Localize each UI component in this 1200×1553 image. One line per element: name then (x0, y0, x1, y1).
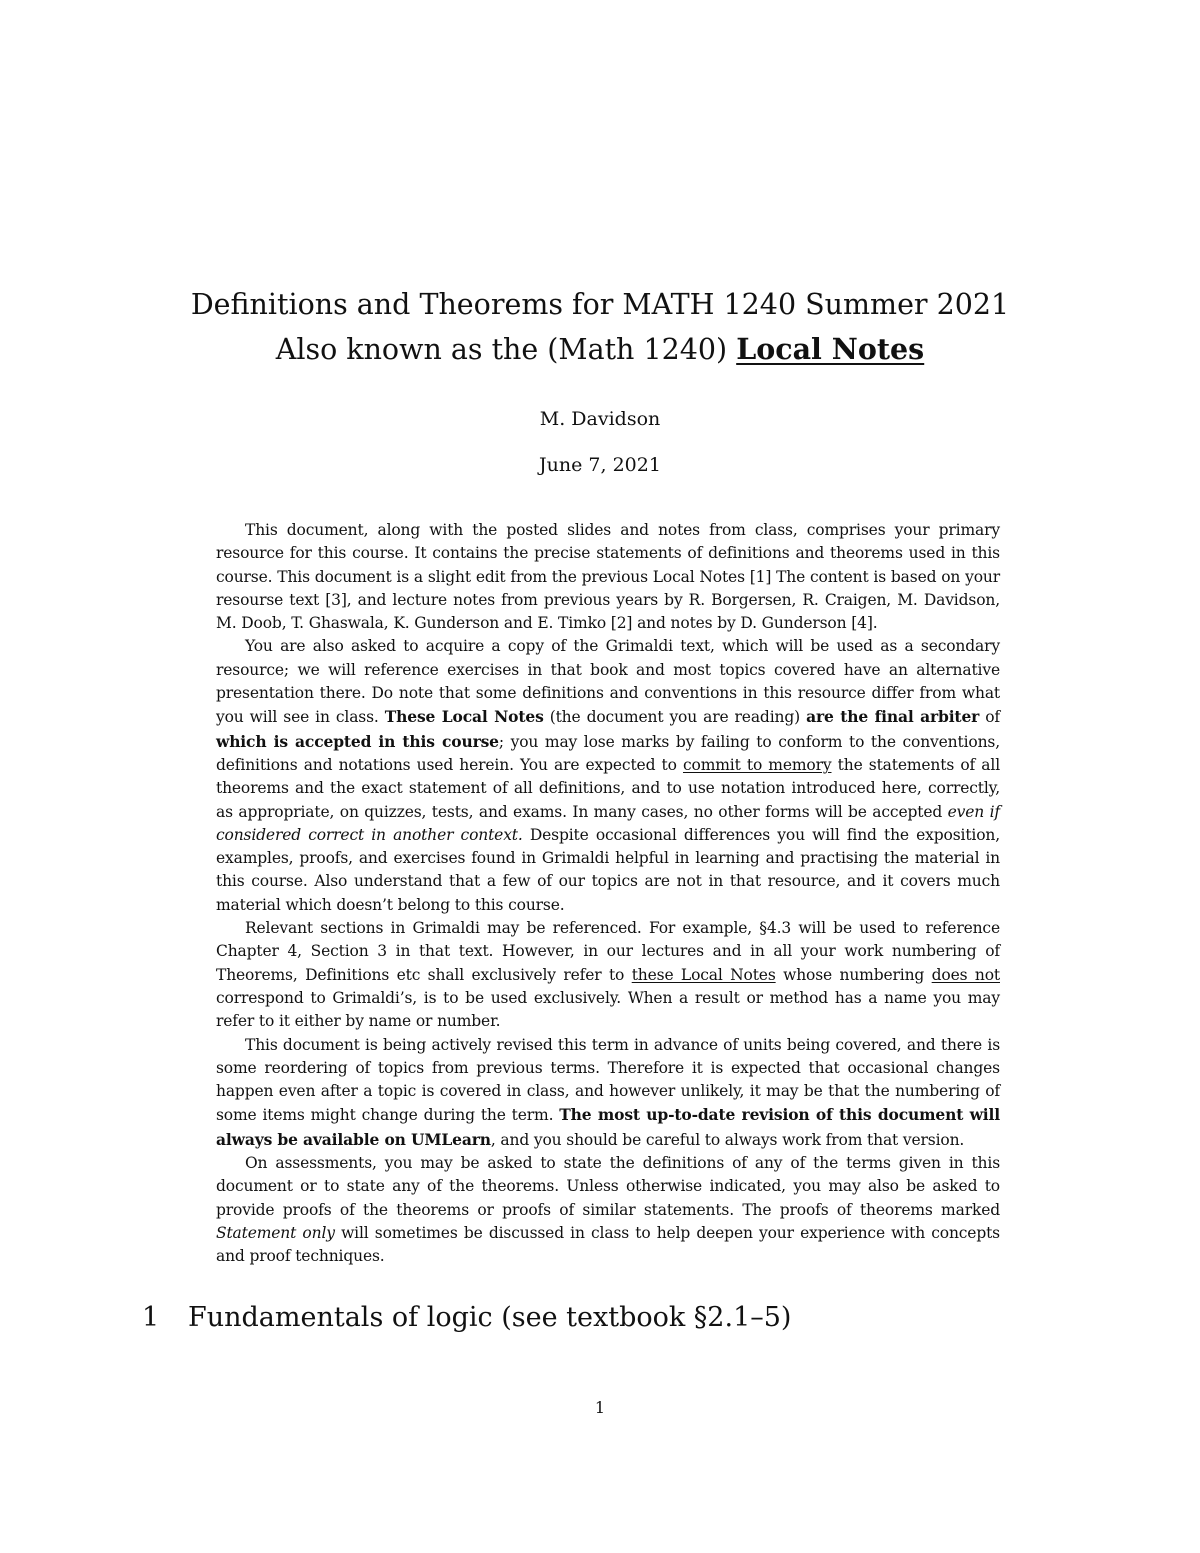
paragraph-4 (216, 1034, 1000, 1152)
p3-text-e: correspond to Grimaldi’s, is to be used exclusively. When a result or method has a name you may refer to it either by name or number. (216, 988, 1000, 1031)
subtitle-prefix: Also known as the (Math 1240) (275, 333, 737, 366)
p3-text-c: whose numbering (775, 965, 932, 984)
author: M. Davidson (539, 408, 661, 430)
section-title: Fundamentals of logic (see textbook §2.1–5) (188, 1302, 792, 1333)
p2-italic-context: even if considered correct in another context. (216, 802, 1000, 844)
p2-text-g: ; you may lose marks by failing to conform to the conventions, definitions and notations used herein. You are expected to (216, 732, 1000, 774)
p5-text-c: will sometimes be discussed in class to help deepen your experience with concepts and proof techniques. (216, 1223, 1000, 1266)
section-heading (142, 1300, 791, 1336)
paragraph-5 (216, 1152, 1000, 1268)
page-number: 1 (594, 1398, 606, 1417)
p2-underline-commit: commit to memory (682, 755, 832, 774)
p5-italic-statement-only: Statement only (216, 1223, 335, 1242)
p3-underline-local-notes: these Local Notes (631, 965, 776, 984)
paragraph-2 (216, 635, 1000, 917)
p2-text-a: You are also asked to acquire a copy of the Grimaldi text, which will be used as a secondary resource; we will reference exercises in that book and most topics covered have an alternative presentation there. Do note that some definitions and conventions in this resource differ from what you will see in class. (216, 637, 1000, 727)
p2-bold-final-arbiter: are the final arbiter (806, 707, 980, 727)
date: June 7, 2021 (539, 454, 661, 476)
paragraph-1: This document, along with the posted slides and notes from class, comprises your primary resource for this course. It contains the precise statements of definitions and theorems used in this course. This document is a slight edit from the previous Local Notes [1] The content is based on your resourse text [3], and lecture notes from previous years by R. Borgersen, R. Craigen, M. Davidson, M. Doob, T. Ghaswala, K. Gunderson and E. Timko [2] and notes by D. Gunderson [4]. (216, 521, 1000, 633)
p2-text-e: of (979, 708, 1001, 727)
paragraph-3 (216, 917, 1000, 1033)
p3-text-a: Relevant sections in Grimaldi may be referenced. For example, §4.3 will be used to reference Chapter 4, Section 3 in that text. However, in our lectures and in all your work numbering of Theorems, Definitions etc shall exclusively refer to (216, 919, 1000, 984)
p2-bold-accepted: which is accepted in this course (216, 731, 499, 751)
p4-text-a: This document is being actively revised this term in advance of units being covered, and there is some reordering of topics from previous terms. Therefore it is expected that occasional changes happen even after a topic is covered in class, and however unlikely, it may be that the numbering of some items might change during the term. (216, 1035, 1000, 1125)
body-text (216, 519, 1000, 1269)
document-subtitle (0, 327, 1200, 372)
p2-text-i: the statements of all theorems and the exact statement of all definitions, and to use notation introduced here, correctly, as appropriate, on quizzes, tests, and exams. In many cases, no other forms will be accepted (216, 755, 1000, 821)
p5-text-a: On assessments, you may be asked to state the definitions of any of the terms given in this document or to state any of the theorems. Unless otherwise indicated, you may also be asked to provide proofs of the theorems or proofs of similar statements. The proofs of theorems marked (216, 1154, 1000, 1219)
document-title: Definitions and Theorems for MATH 1240 Summer 2021 (190, 288, 1010, 321)
p3-underline-does-not: does not (931, 965, 1000, 984)
p2-text-c: (the document you are reading) (543, 708, 807, 727)
subtitle-emphasis: Local Notes (736, 332, 925, 366)
p2-bold-local-notes: These Local Notes (384, 707, 544, 727)
p4-bold-umlearn: The most up-to-date revision of this document will always be available on UMLearn (216, 1105, 1000, 1149)
p2-text-k: Despite occasional differences you will find the exposition, examples, proofs, and exercises found in Grimaldi helpful in learning and practising the material in this course. Also understand that a few of our topics are not in that resource, and it covers much material which doesn’t belong to this course. (216, 825, 1000, 914)
section-number: 1 (142, 1302, 160, 1333)
title-block (0, 283, 1200, 372)
p4-text-c: , and you should be careful to always work from that version. (490, 1130, 965, 1149)
